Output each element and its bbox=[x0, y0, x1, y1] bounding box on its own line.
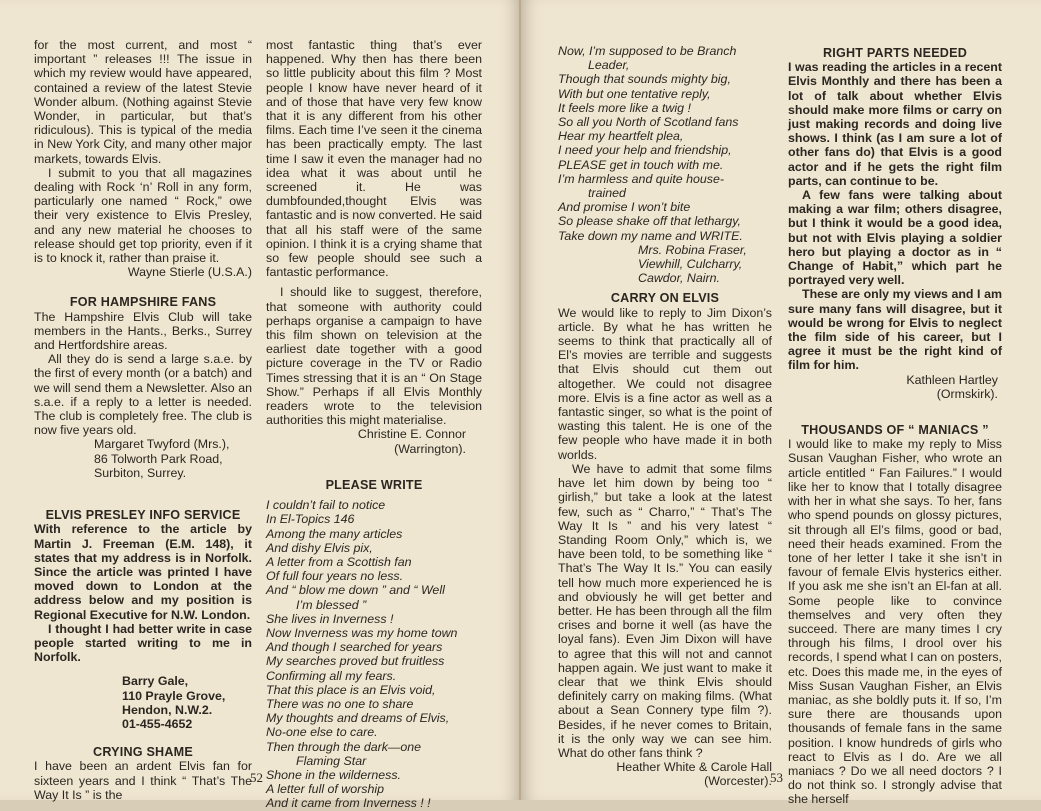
heading-crying-shame: CRYING SHAME bbox=[93, 745, 193, 760]
letter-paragraph: These are only my views and I am sure many fans will disagree, but it would be wrong for Elvis to neglect the film side of his career, but I agree it must be the right kind of film for him. bbox=[788, 287, 1002, 373]
poem-continued: Now, I’m supposed to be Branch Leader, Though that sounds mighty big, With but one tentative reply, It feels more like a twig ! So all you North of Scotland fans Hear my heartfelt plea, I need your help and friendship, PLEASE get in touch with me. I’m harmless and quite house- trained And promise I won’t bite So please shake off that lethargy, Take down my name and WRITE. bbox=[558, 44, 743, 243]
letter-signature: Kathleen Hartley (Ormskirk). bbox=[906, 372, 998, 401]
left-column-1 bbox=[34, 38, 252, 802]
letter-paragraph: All they do is send a large s.a.e. by the first of every month (or a batch) and we will send them a Newsletter. Also an s.a.e. if a reply to a letter is needed. The club is completely free. The club is now five years old. bbox=[34, 352, 252, 438]
page-number: 53 bbox=[770, 770, 783, 785]
page-52 bbox=[0, 0, 520, 811]
letter-paragraph: I submit to you that all magazines dealing with Rock ‘n’ Roll in any form, particularly one named “ Rock,” owe their very existence to Elvis Presley, and any new material he chooses to release should get top priority, even if it is to knock it, rather than praise it. bbox=[34, 165, 252, 266]
letter-signature: Heather White & Carole Hall (Worcester). bbox=[616, 760, 772, 789]
heading-please-write: PLEASE WRITE bbox=[325, 477, 423, 492]
letter-paragraph: I thought I had better write in case people started writing to me in Norfolk. bbox=[34, 621, 252, 665]
letter-paragraph: I was reading the articles in a recent Elvis Monthly and there has been a lot of talk about whether Elvis should make more films or carry on just making records and doing live shows. I think (as I am sure a lot of other fans do) that Elvis is a good actor and if he gets the right film parts, can continue to be. bbox=[788, 60, 1002, 188]
heading-info-service: ELVIS PRESLEY INFO SERVICE bbox=[45, 508, 241, 523]
letter-paragraph: I have been an ardent Elvis fan for sixteen years and I think “ That’s The Way It Is ” is the bbox=[34, 759, 252, 802]
heading-thousands-of-maniacs: THOUSANDS OF “ MANIACS ” bbox=[801, 423, 989, 438]
letter-paragraph: The Hampshire Elvis Club will take members in the Hants., Berks., Surrey and Hertfordshire areas. bbox=[34, 309, 252, 353]
poem: I couldn’t fail to notice In El-Topics 146 Among the many articles And dishy Elvis pix, A letter from a Scottish fan Of full four years no less. And “ blow me down ” and “ Well I’m blessed ” She lives in Inverness ! Now Inverness was my home town And though I searched for years My searches proved but fruitless Confirming all my fears. That this place is an Elvis void, There was no one to share My thoughts and dreams of Elvis, No-one else to care. Then through the dark—one Flaming Star Shone in the wilderness. A letter full of worship And it came from Inverness ! ! bbox=[266, 498, 458, 811]
letter-paragraph: We have to admit that some films have let him down by being too “ girlish,” but take a look at the latest few, such as “ Charro,” “ That’s The Way It Is ” and his very latest “ Standing Room Only,” which is, we have been told, to be something like “ That’s The Way It Is.” You can easily tell how much more experienced he is and obviously he will get better and better. He has been through all the film crises and borne it well (as have the loyal fans). Even Jim Dixon will have to agree that this will not and cannot happen again. We just want to make it clear that we think Elvis should definitely carry on making films. (What about a Sean Connery type film ?). Besides, if he never comes to Britain, it is the only way we can see him. What do other fans think ? bbox=[558, 461, 772, 760]
page-53 bbox=[521, 0, 1041, 807]
letter-signature: Wayne Stierle (U.S.A.) bbox=[127, 265, 252, 280]
letter-paragraph: I would like to make my reply to Miss Susan Vaughan Fisher, who wrote an article entitled “ Fan Failures.” I would like her to know that I totally disagree with her in what she says. To her, fans who spend pounds on glossy pictures, sit through all El’s films, good or bad, need their heads examined. From the tone of her letter I take it she isn’t in favour of female Elvis hysterics either. If you ask me she isn’t an El-fan at all. Some people like to convince themselves and very often they succeed. There are many times I cry through his films, I drool over his records, I spend what I can on posters, etc. Does this made me, in the eyes of Miss Susan Vaughan Fisher, an Elvis maniac, as she boldly puts it. If so, I’m sure there are thousands upon thousands of female fans in the same position. I know hundreds of girls who react to Elvis as I do. Are we all maniacs ? Do we all need doctors ? I do not think so. I strongly advise that she herself bbox=[788, 437, 1002, 807]
right-column-2 bbox=[788, 46, 1002, 807]
page-number: 52 bbox=[250, 770, 263, 785]
heading-right-parts-needed: RIGHT PARTS NEEDED bbox=[822, 46, 967, 60]
letter-paragraph: I should like to suggest, therefore, that someone with authority could perhaps organise a campaign to have this film shown on television at the earliest date together with a good picture coverage in the TV or Radio Times stressing that it is an “ On Stage Show.” Perhaps if all Elvis Monthly readers wrote to the television authorities this might materialise. bbox=[266, 285, 482, 428]
poem-signature: Mrs. Robina Fraser, Viewhill, Culcharry, Cawdor, Nairn. bbox=[638, 242, 747, 286]
heading-hampshire-fans: FOR HAMPSHIRE FANS bbox=[69, 295, 217, 310]
letter-paragraph: for the most current, and most “ important ” releases !!! The issue in which my review would have appeared, contained a review of the latest Stevie Wonder album. (Nothing against Stevie Wonder, in particular, but that’s ridiculous). This is typical of the media in New York City, and many other major markets, towards Elvis. bbox=[34, 38, 252, 166]
letter-paragraph: most fantastic thing that’s ever happened. Why then has there been so little publicity about this film ? Most people I know have never heard of it and of those that have very few know that it is any different from his other films. Each time I’ve seen it the cinema has been practically empty. The last time I saw it even the manager had no idea what it was about until he screened it. He was dumbfounded,thought Elvis was fantastic and is now converted. He said that all his staff were of the same opinion. I think it is a crying shame that so few people should see such a fantastic performance. bbox=[266, 38, 482, 280]
right-column-1 bbox=[558, 44, 772, 789]
letter-signature: Christine E. Connor (Warrington). bbox=[357, 427, 466, 456]
address-block: Margaret Twyford (Mrs.), 86 Tolworth Park Road, Surbiton, Surrey. bbox=[94, 437, 230, 480]
address-block: Barry Gale, 110 Prayle Grove, Hendon, N.W.2. 01-455-4652 bbox=[122, 674, 226, 731]
heading-carry-on-elvis: CARRY ON ELVIS bbox=[610, 291, 720, 306]
letter-paragraph: With reference to the article by Martin J. Freeman (E.M. 148), it states that my address is in Norfolk. Since the article was printed I have moved down to London at the address below and my position is Regional Executive for N.W. London. bbox=[34, 522, 252, 622]
left-column-2 bbox=[266, 38, 482, 811]
letter-paragraph: A few fans were talking about making a war film; others disagree, but I think it would be a good idea, but not with Elvis playing a soldier hero but playing a doctor as in “ Change of Habit,” which part he portrayed very well. bbox=[788, 188, 1002, 288]
letter-paragraph: We would like to reply to Jim Dixon’s article. By what he has written he seems to think that practically all of El’s movies are terrible and suggests that Elvis should cut them out altogether. We could not disagree more. Elvis is a fine actor as well as a fantastic singer, so what is the point of wasting this talent. He is one of the few people who have made it in both worlds. bbox=[558, 305, 772, 462]
